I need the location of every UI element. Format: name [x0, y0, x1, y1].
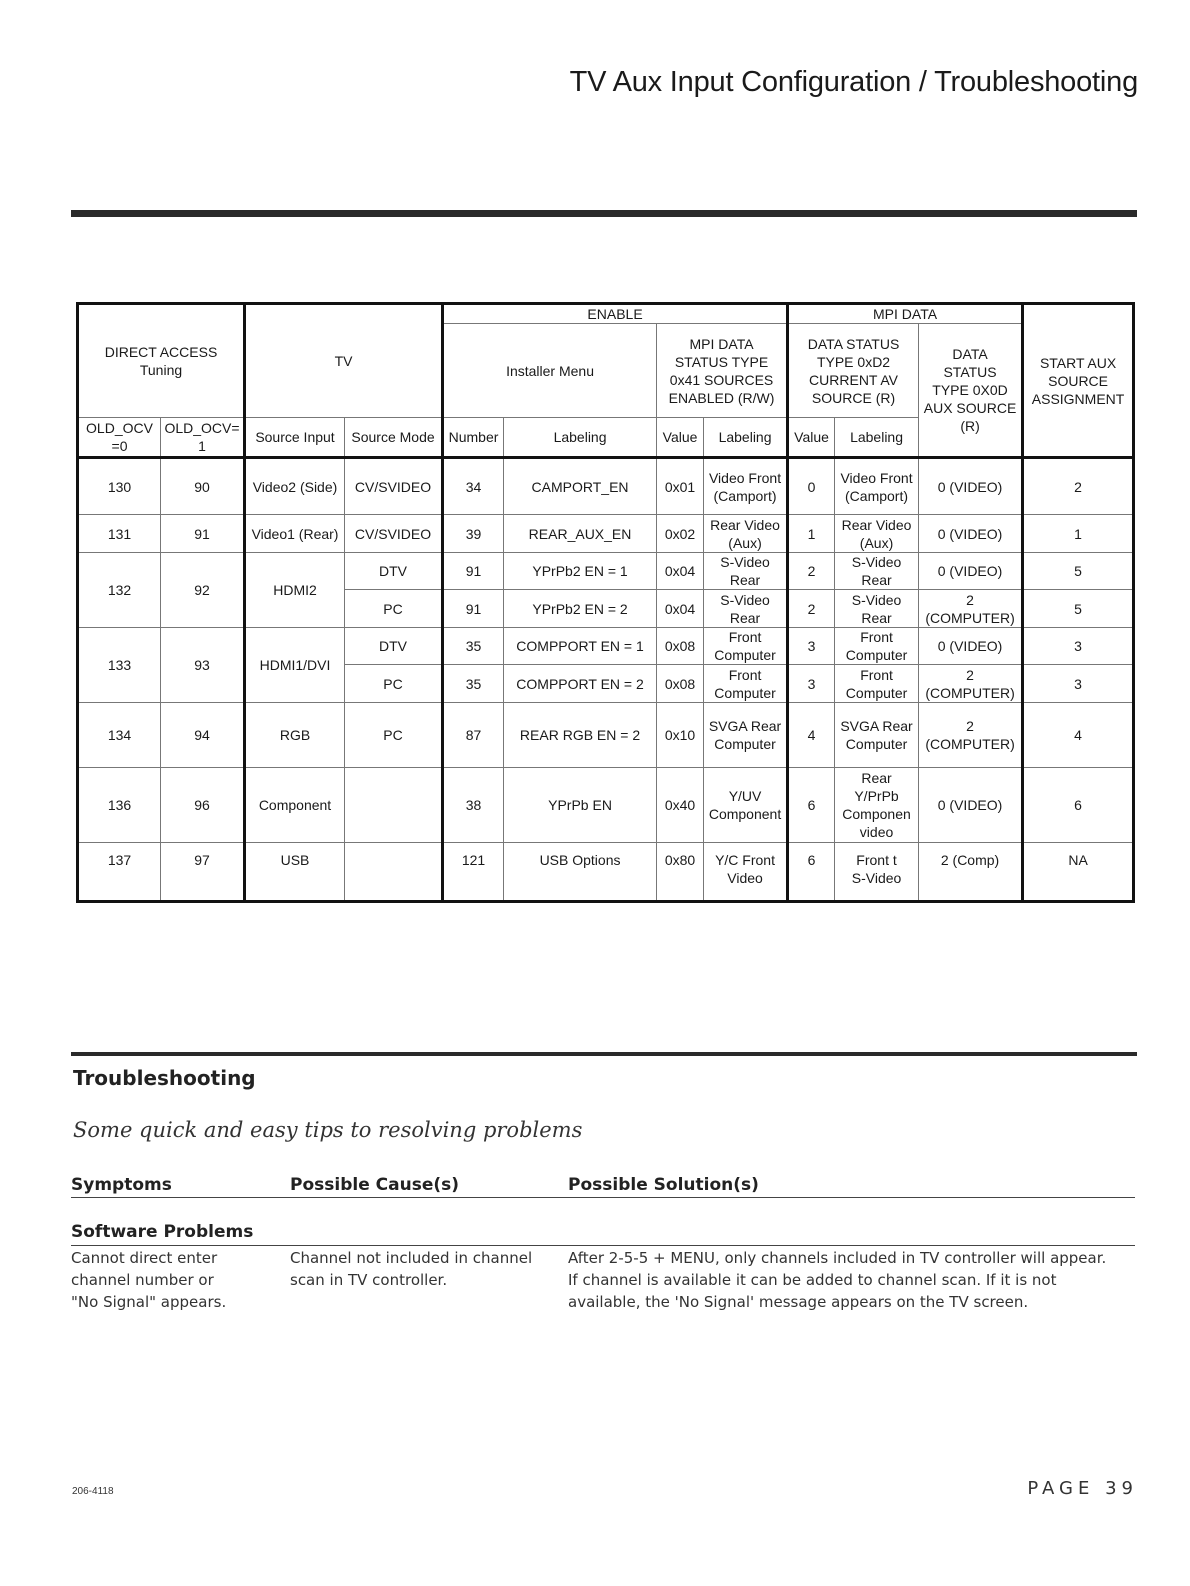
- table-row: [78, 628, 1134, 665]
- cell-input: HDMI2: [245, 553, 345, 628]
- cell-ocv1: 91: [161, 515, 245, 553]
- table-row: [78, 768, 1134, 843]
- document-code: 206-4118: [72, 1486, 114, 1497]
- header-tv: TV: [245, 304, 443, 418]
- cell-number: 91: [443, 553, 504, 590]
- symptom-text: Cannot direct enter channel number or "No Signal" appears.: [71, 1249, 227, 1311]
- cell-value: 0x08: [657, 665, 704, 703]
- header-start-aux: START AUX SOURCE ASSIGNMENT: [1023, 304, 1134, 458]
- cell-labeling-2: S-Video Rear: [835, 553, 919, 590]
- cell-number: 38: [443, 768, 504, 843]
- cell-number: 121: [443, 843, 504, 902]
- col-old-ocv-0: OLD_OCV =0: [78, 418, 161, 458]
- cell-mode: PC: [345, 665, 443, 703]
- cell-ocv0: 137: [78, 843, 161, 902]
- cell-labeling-2: Front t S-Video: [835, 843, 919, 902]
- cell-input: HDMI1/DVI: [245, 628, 345, 703]
- page-title: TV Aux Input Configuration / Troubleshooting: [569, 66, 1138, 98]
- cell-mode: CV/SVIDEO: [345, 515, 443, 553]
- cell-start-aux: 1: [1023, 515, 1134, 553]
- cell-mode: CV/SVIDEO: [345, 458, 443, 515]
- cell-value: 0x80: [657, 843, 704, 902]
- cell-labeling-2: Front Computer: [835, 628, 919, 665]
- cell-ocv0: 132: [78, 553, 161, 628]
- cell-ocv1: 92: [161, 553, 245, 628]
- cell-aux-source: 2 (COMPUTER): [919, 665, 1023, 703]
- cell-value-2: 3: [788, 628, 835, 665]
- table-row: [78, 703, 1134, 768]
- col-symptoms: Symptoms: [71, 1175, 172, 1195]
- col-old-ocv-1: OLD_OCV= 1: [161, 418, 245, 458]
- header-enable: ENABLE: [443, 304, 788, 324]
- cell-start-aux: 4: [1023, 703, 1134, 768]
- cell-label: YPrPb2 EN = 1: [504, 553, 657, 590]
- cell-number: 39: [443, 515, 504, 553]
- solution-text: After 2-5-5 + MENU, only channels included in TV controller will appear. If channel is available it can be added to channel scan. If it is not available, the 'No Signal' message appears on the TV screen.: [568, 1249, 1107, 1311]
- col-labeling-3: Labeling: [835, 418, 919, 458]
- header-data-status-aux: DATA STATUS TYPE 0X0D AUX SOURCE (R): [919, 324, 1023, 458]
- troubleshooting-subtitle: Some quick and easy tips to resolving problems: [73, 1118, 583, 1142]
- cell-ocv0: 134: [78, 703, 161, 768]
- aux-input-config-table: [76, 302, 1135, 903]
- cell-value: 0x04: [657, 590, 704, 628]
- cell-label: CAMPORT_EN: [504, 458, 657, 515]
- section-divider: [71, 1052, 1137, 1056]
- header-mpi-status-type: MPI DATA STATUS TYPE 0x41 SOURCES ENABLED (R/W): [657, 324, 788, 418]
- cell-value-2: 2: [788, 590, 835, 628]
- cell-value: 0x10: [657, 703, 704, 768]
- cell-value-2: 0: [788, 458, 835, 515]
- cell-labeling: S-Video Rear: [704, 590, 788, 628]
- cell-value-2: 6: [788, 843, 835, 902]
- cell-aux-source: 0 (VIDEO): [919, 628, 1023, 665]
- cell-value: 0x04: [657, 553, 704, 590]
- cell-ocv1: 90: [161, 458, 245, 515]
- category-software-problems: Software Problems: [71, 1222, 254, 1242]
- cell-labeling-2: Video Front (Camport): [835, 458, 919, 515]
- cell-start-aux: 3: [1023, 628, 1134, 665]
- col-number: Number: [443, 418, 504, 458]
- cell-labeling: Rear Video (Aux): [704, 515, 788, 553]
- cell-labeling: SVGA Rear Computer: [704, 703, 788, 768]
- cell-label: USB Options: [504, 843, 657, 902]
- cell-input: Video2 (Side): [245, 458, 345, 515]
- cell-labeling: Front Computer: [704, 628, 788, 665]
- category-underline: [71, 1245, 1135, 1246]
- cell-number: 91: [443, 590, 504, 628]
- cell-aux-source: 0 (VIDEO): [919, 515, 1023, 553]
- col-labeling-2: Labeling: [704, 418, 788, 458]
- cell-mode: DTV: [345, 628, 443, 665]
- cell-labeling: Y/UV Component: [704, 768, 788, 843]
- header-installer-menu: Installer Menu: [443, 324, 657, 418]
- cell-labeling-2: Rear Y/PrPb Componen video: [835, 768, 919, 843]
- cell-aux-source: 2 (COMPUTER): [919, 703, 1023, 768]
- cell-value-2: 6: [788, 768, 835, 843]
- table-row: [78, 458, 1134, 515]
- page-number: PAGE 39: [1027, 1478, 1138, 1499]
- cell-value-2: 4: [788, 703, 835, 768]
- cell-label: YPrPb2 EN = 2: [504, 590, 657, 628]
- cell-labeling-2: Rear Video (Aux): [835, 515, 919, 553]
- cell-label: YPrPb EN: [504, 768, 657, 843]
- cell-mode: PC: [345, 590, 443, 628]
- cell-label: COMPPORT EN = 1: [504, 628, 657, 665]
- col-source-input: Source Input: [245, 418, 345, 458]
- cell-labeling: S-Video Rear: [704, 553, 788, 590]
- cell-input: Component: [245, 768, 345, 843]
- cell-value: 0x01: [657, 458, 704, 515]
- cell-ocv0: 130: [78, 458, 161, 515]
- cell-value: 0x02: [657, 515, 704, 553]
- cell-labeling-2: S-Video Rear: [835, 590, 919, 628]
- cell-number: 35: [443, 628, 504, 665]
- troubleshooting-title: Troubleshooting: [73, 1066, 256, 1090]
- cell-input: USB: [245, 843, 345, 902]
- cell-labeling: Front Computer: [704, 665, 788, 703]
- cell-mode: DTV: [345, 553, 443, 590]
- header-divider: [71, 210, 1137, 217]
- header-mpi-data: MPI DATA: [788, 304, 1023, 324]
- table-row: [78, 553, 1134, 590]
- col-possible-causes: Possible Cause(s): [290, 1175, 460, 1195]
- cause-text: Channel not included in channel scan in TV controller.: [290, 1249, 533, 1289]
- cell-label: REAR_AUX_EN: [504, 515, 657, 553]
- cell-label: REAR RGB EN = 2: [504, 703, 657, 768]
- cell-value: 0x40: [657, 768, 704, 843]
- cell-start-aux: 2: [1023, 458, 1134, 515]
- cell-ocv1: 97: [161, 843, 245, 902]
- cell-labeling: Video Front (Camport): [704, 458, 788, 515]
- col-labeling: Labeling: [504, 418, 657, 458]
- cell-aux-source: 2 (Comp): [919, 843, 1023, 902]
- cell-start-aux: 3: [1023, 665, 1134, 703]
- cell-mode: PC: [345, 703, 443, 768]
- cell-start-aux: 6: [1023, 768, 1134, 843]
- cell-ocv1: 96: [161, 768, 245, 843]
- cell-aux-source: 2 (COMPUTER): [919, 590, 1023, 628]
- cell-labeling-2: SVGA Rear Computer: [835, 703, 919, 768]
- col-source-mode: Source Mode: [345, 418, 443, 458]
- cell-start-aux: 5: [1023, 553, 1134, 590]
- header-underline: [71, 1197, 1135, 1198]
- cell-start-aux: 5: [1023, 590, 1134, 628]
- cell-value-2: 2: [788, 553, 835, 590]
- header-data-status-current: DATA STATUS TYPE 0xD2 CURRENT AV SOURCE (R): [788, 324, 919, 418]
- cell-aux-source: 0 (VIDEO): [919, 553, 1023, 590]
- cell-ocv0: 133: [78, 628, 161, 703]
- table-row: [78, 515, 1134, 553]
- cell-aux-source: 0 (VIDEO): [919, 458, 1023, 515]
- cell-value-2: 3: [788, 665, 835, 703]
- cell-value-2: 1: [788, 515, 835, 553]
- col-value: Value: [657, 418, 704, 458]
- cell-number: 34: [443, 458, 504, 515]
- cell-mode: [345, 843, 443, 902]
- cell-ocv1: 93: [161, 628, 245, 703]
- cell-start-aux: NA: [1023, 843, 1134, 902]
- cell-labeling-2: Front Computer: [835, 665, 919, 703]
- cell-labeling: Y/C Front Video: [704, 843, 788, 902]
- col-possible-solutions: Possible Solution(s): [568, 1175, 759, 1195]
- cell-number: 35: [443, 665, 504, 703]
- cell-aux-source: 0 (VIDEO): [919, 768, 1023, 843]
- col-value-2: Value: [788, 418, 835, 458]
- cell-value: 0x08: [657, 628, 704, 665]
- cell-input: Video1 (Rear): [245, 515, 345, 553]
- cell-ocv0: 136: [78, 768, 161, 843]
- cell-mode: [345, 768, 443, 843]
- cell-number: 87: [443, 703, 504, 768]
- header-direct-access: DIRECT ACCESS Tuning: [78, 304, 245, 418]
- table-row: [78, 843, 1134, 902]
- cell-label: COMPPORT EN = 2: [504, 665, 657, 703]
- cell-ocv1: 94: [161, 703, 245, 768]
- cell-ocv0: 131: [78, 515, 161, 553]
- cell-input: RGB: [245, 703, 345, 768]
